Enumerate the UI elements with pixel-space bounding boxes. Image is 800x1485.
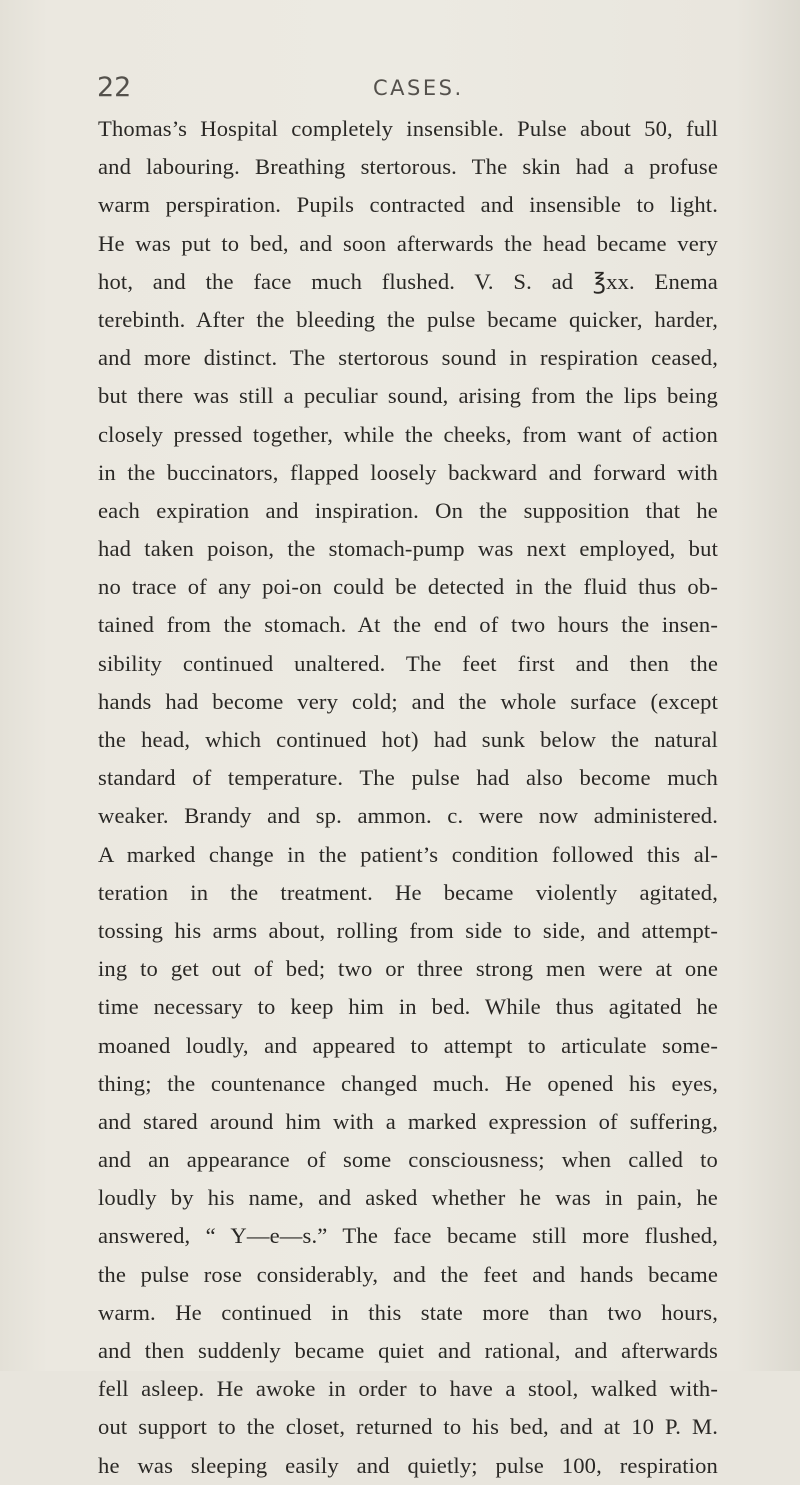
text-line: standard of temperature. The pulse had also become much — [98, 765, 718, 791]
text-line: weaker. Brandy and sp. ammon. c. were now administered. — [98, 803, 718, 829]
text-line: sibility continued unaltered. The feet first and then the — [98, 650, 718, 676]
body-text — [98, 110, 718, 1485]
text-line: fell asleep. He awoke in order to have a stool, walked with- — [98, 1376, 718, 1402]
text-line: tossing his arms about, rolling from side to side, and attempt- — [98, 917, 718, 943]
text-line: and an appearance of some consciousness; when called to — [98, 1147, 718, 1173]
text-line: warm. He continued in this state more than two hours, — [98, 1299, 718, 1325]
text-line: and labouring. Breathing stertorous. The skin had a profuse — [98, 154, 718, 180]
text-line: loudly by his name, and asked whether he was in pain, he — [98, 1185, 718, 1211]
text-line: time necessary to keep him in bed. While thus agitated he — [98, 994, 718, 1020]
text-line: the head, which continued hot) had sunk below the natural — [98, 727, 718, 752]
text-line: teration in the treatment. He became violently agitated, — [98, 879, 718, 905]
text-line: no trace of any poi-on could be detected in the fluid thus ob- — [98, 574, 718, 600]
text-line: the pulse rose considerably, and the feet and hands became — [98, 1261, 718, 1287]
text-line: He was put to bed, and soon afterwards the head became very — [98, 230, 718, 256]
text-line: closely pressed together, while the cheeks, from want of action — [98, 421, 718, 447]
text-line: in the buccinators, flapped loosely backward and forward with — [98, 459, 718, 485]
text-line: had taken poison, the stomach-pump was next employed, but — [98, 536, 718, 562]
page-header — [97, 72, 717, 102]
text-line: but there was still a peculiar sound, arising from the lips being — [98, 383, 718, 409]
text-line: Thomas’s Hospital completely insensible. Pulse about 50, full — [98, 116, 718, 141]
text-line: answered, “ Y—e—s.” The face became still more flushed, — [98, 1223, 718, 1249]
text-line: and then suddenly became quiet and rational, and afterwards — [98, 1338, 718, 1363]
text-line: A marked change in the patient’s condition followed this al- — [98, 841, 718, 867]
running-head: CASES. — [373, 76, 464, 100]
text-line: hot, and the face much flushed. V. S. ad ℥xx. Enema — [98, 268, 718, 294]
text-line: he was sleeping easily and quietly; pulse 100, respiration — [98, 1452, 718, 1478]
text-line: and more distinct. The stertorous sound in respiration ceased, — [98, 345, 718, 371]
text-line: thing; the countenance changed much. He opened his eyes, — [98, 1070, 718, 1096]
text-line: moaned loudly, and appeared to attempt to articulate some- — [98, 1032, 718, 1058]
text-line: ing to get out of bed; two or three strong men were at one — [98, 956, 718, 982]
text-line: and stared around him with a marked expression of suffering, — [98, 1108, 718, 1134]
text-line: hands had become very cold; and the whole surface (except — [98, 688, 718, 714]
text-line: out support to the closet, returned to his bed, and at 10 P. M. — [98, 1414, 718, 1440]
text-line: tained from the stomach. At the end of two hours the insen- — [98, 612, 718, 638]
text-line: each expiration and inspiration. On the supposition that he — [98, 497, 718, 523]
text-line: warm perspiration. Pupils contracted and insensible to light. — [98, 192, 718, 218]
text-line: terebinth. After the bleeding the pulse became quicker, harder, — [98, 306, 718, 332]
page-number: 22 — [97, 72, 132, 103]
